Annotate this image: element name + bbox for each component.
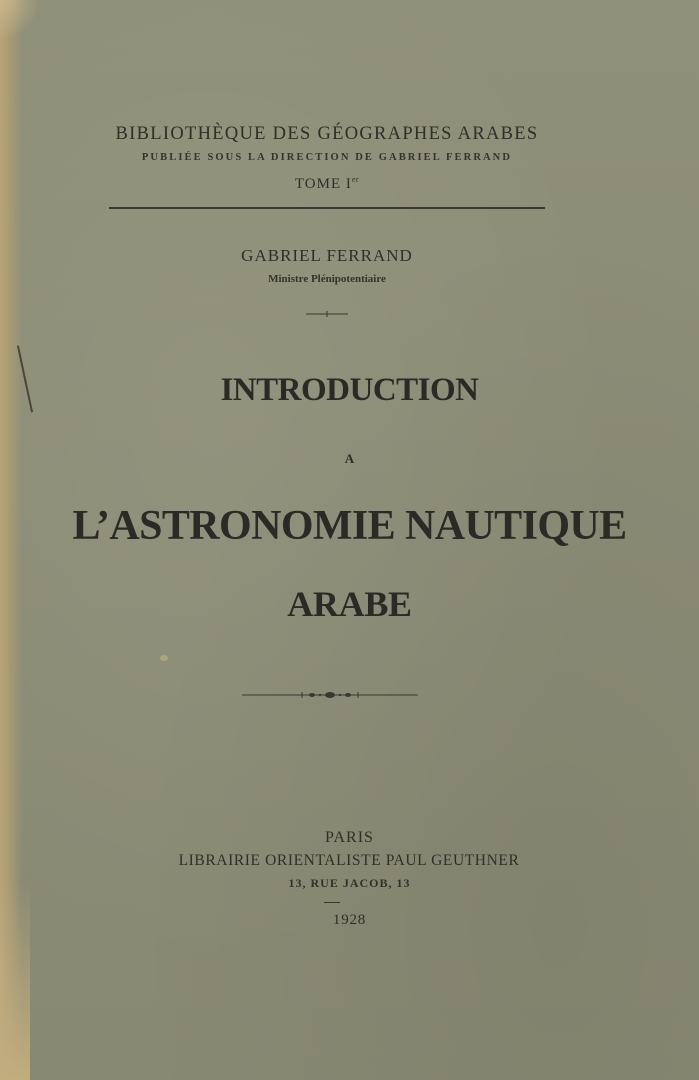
series-subtitle: PUBLIÉE SOUS LA DIRECTION DE GABRIEL FERRAND <box>141 152 513 163</box>
paper-speck <box>160 655 168 661</box>
large-ornament <box>242 689 418 701</box>
title-line-astronomie: L’ASTRONOMIE NAUTIQUE <box>72 503 627 549</box>
publisher-city: PARIS <box>325 829 374 846</box>
corner-wear <box>0 0 40 40</box>
publisher-name: LIBRAIRIE ORIENTALISTE PAUL GEUTHNER <box>178 852 520 869</box>
author-title: Ministre Plénipotentiaire <box>268 273 386 285</box>
publisher-address: 13, RUE JACOB, 13 <box>288 876 411 890</box>
header-rule <box>109 207 545 209</box>
author-name: GABRIEL FERRAND <box>241 246 413 265</box>
title-line-a: A <box>344 451 355 466</box>
tome-label <box>109 175 545 193</box>
title-line-arabe: ARABE <box>287 584 412 624</box>
year-rule <box>324 902 340 903</box>
title-line-introduction: INTRODUCTION <box>220 372 479 408</box>
tome-number: TOME I <box>294 176 352 192</box>
series-title: BIBLIOTHÈQUE DES GÉOGRAPHES ARABES <box>115 124 539 144</box>
tome-suffix: er <box>351 175 360 184</box>
publication-year: 1928 <box>332 912 367 928</box>
edge-wear <box>0 880 30 1080</box>
small-ornament <box>306 309 348 319</box>
